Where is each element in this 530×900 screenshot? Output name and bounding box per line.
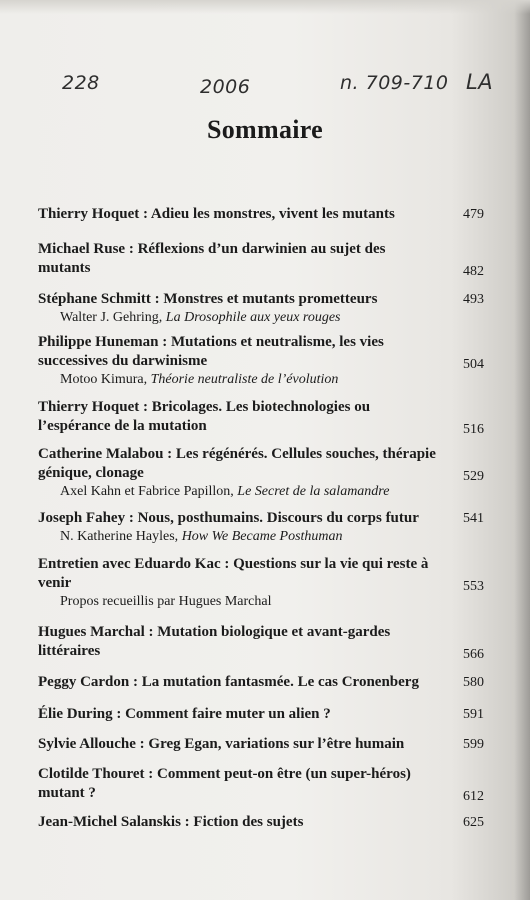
toc-entry (38, 735, 488, 754)
toc-page-number: 612 (463, 789, 484, 804)
toc-page-number: 566 (463, 647, 484, 662)
toc-entry-title: Entretien avec Eduardo Kac : Questions sur la vie qui reste à venir (38, 556, 429, 591)
toc-entry-title: Thierry Hoquet : Bricolages. Les biotechnologies ou l’espérance de la mutation (38, 399, 371, 434)
toc-page-number: 493 (463, 292, 484, 307)
toc-entry (38, 445, 488, 501)
toc-entry-title: Jean-Michel Salanskis : Fiction des sujets (38, 814, 304, 830)
toc-page-number: 625 (463, 815, 484, 830)
handwritten-note-3: n. 709-710 (340, 72, 449, 94)
toc-page-number: 553 (463, 579, 484, 594)
toc-page-number: 479 (463, 207, 484, 222)
toc-entry (38, 398, 488, 436)
reviewed-work: La Drosophile aux yeux rouges (165, 310, 341, 325)
toc-entry (38, 240, 488, 278)
toc-page-number: 541 (463, 511, 484, 526)
reviewed-work: Théorie neutraliste de l’évolution (150, 372, 339, 387)
toc-page-number: 529 (463, 469, 484, 484)
toc-entry (38, 623, 488, 661)
toc-entry-title: Hugues Marchal : Mutation biologique et avant-gardes littéraires (38, 624, 391, 659)
toc-entry-title: Clotilde Thouret : Comment peut-on être (un super-héros) mutant ? (38, 766, 411, 801)
toc-entry-subtitle (38, 483, 440, 501)
handwritten-note-1: 228 (62, 72, 100, 94)
toc-entry-title: Élie During : Comment faire muter un alien ? (38, 706, 331, 722)
reviewed-author: N. Katherine Hayles, (60, 529, 182, 544)
page-top-shadow (0, 0, 530, 14)
toc-entry-title: Joseph Fahey : Nous, posthumains. Discours du corps futur (38, 510, 419, 526)
toc-page-number: 482 (463, 264, 484, 279)
toc-page-number: 580 (463, 675, 484, 690)
handwritten-note-2: 2006 (200, 76, 251, 98)
toc-entry (38, 765, 488, 803)
toc-page-number: 599 (463, 737, 484, 752)
toc-entry (38, 205, 488, 224)
toc-entry (38, 290, 488, 327)
toc-entry-subtitle (38, 528, 440, 546)
reviewed-author: Motoo Kimura, (60, 372, 151, 387)
toc-entry (38, 673, 488, 692)
reviewed-author: Axel Kahn et Fabrice Papillon, (60, 484, 238, 499)
toc-entry (38, 555, 488, 611)
toc-entry (38, 509, 488, 546)
toc-entry-subtitle (38, 593, 440, 611)
reviewed-work: Le Secret de la salamandre (237, 484, 390, 499)
toc-entry-subtitle (38, 309, 440, 327)
toc-entry-title: Catherine Malabou : Les régénérés. Cellules souches, thérapie génique, clonage (38, 446, 436, 481)
toc-entry-title: Thierry Hoquet : Adieu les monstres, vivent les mutants (38, 206, 395, 222)
toc-page-number: 516 (463, 422, 484, 437)
handwritten-note-4: LA (466, 70, 494, 94)
toc-page-number: 504 (463, 357, 484, 372)
toc-entry (38, 813, 488, 832)
page-title: Sommaire (206, 115, 323, 144)
toc-entry-title: Philippe Huneman : Mutations et neutralisme, les vies successives du darwinisme (38, 334, 384, 369)
interview-credit: Propos recueillis par Hugues Marchal (60, 594, 272, 609)
reviewed-author: Walter J. Gehring, (60, 310, 166, 325)
toc-entry-title: Michael Ruse : Réflexions d’un darwinien au sujet des mutants (38, 241, 386, 276)
toc-entry (38, 333, 488, 389)
reviewed-work: How We Became Posthuman (181, 529, 343, 544)
toc-entry-title: Peggy Cardon : La mutation fantasmée. Le cas Cronenberg (38, 674, 419, 690)
toc-entry (38, 705, 488, 724)
toc-page-number: 591 (463, 707, 484, 722)
toc-entry-title: Sylvie Allouche : Greg Egan, variations sur l’être humain (38, 736, 405, 752)
toc-entry-subtitle (38, 371, 440, 389)
toc-entry-title: Stéphane Schmitt : Monstres et mutants prometteurs (38, 291, 378, 307)
